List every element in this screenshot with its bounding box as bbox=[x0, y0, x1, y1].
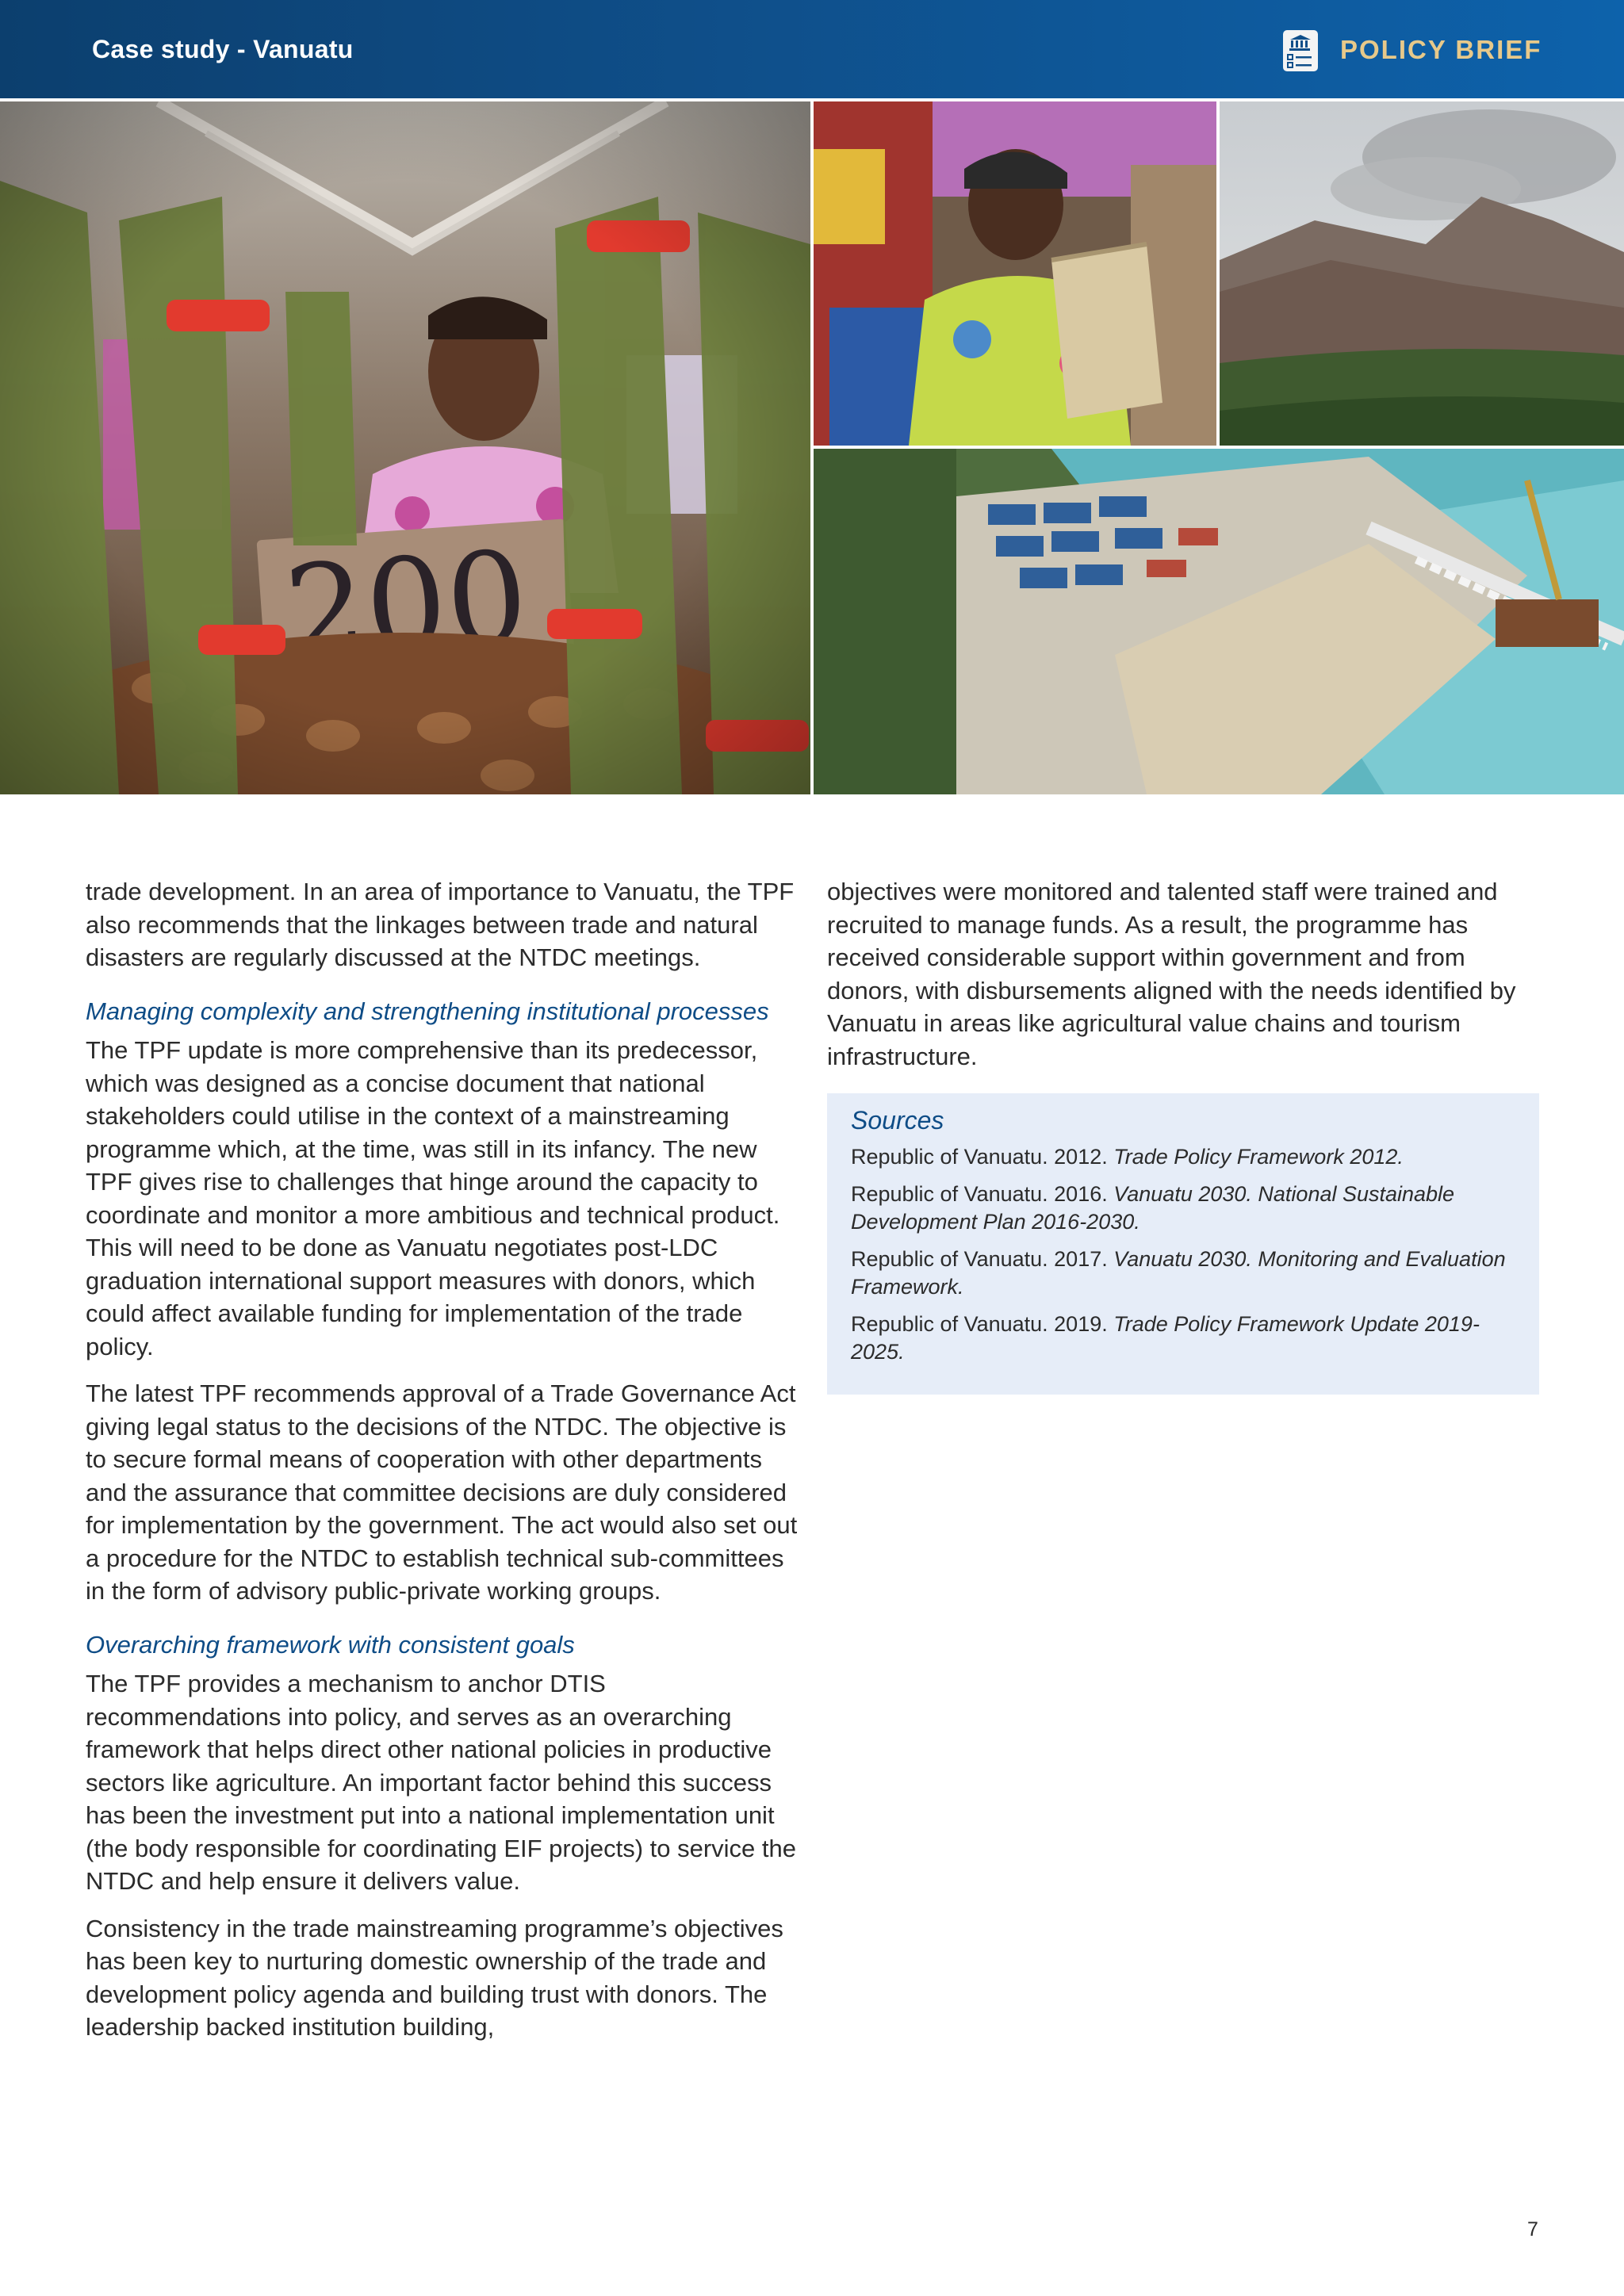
source-item bbox=[851, 1246, 1515, 1301]
sources-box bbox=[827, 1093, 1539, 1395]
paragraph: The latest TPF recommends approval of a Trade Governance Act giving legal status to the decisions of the NTDC. The objective is to secure formal means of cooperation with other departments and the assurance that committee decisions are duly considered for implementation by the government. The act would also set out a procedure for the NTDC to establish technical sub-committees in the form of advisory public-private working groups. bbox=[86, 1380, 798, 1605]
photo-volcano bbox=[1220, 101, 1624, 446]
right-column bbox=[827, 875, 1541, 1395]
paragraph: The TPF provides a mechanism to anchor DTIS recommendations into policy, and serves as an overarching framework that helps direct other national policies in productive sectors like agriculture. An important factor behind this success has been the investment put into a national implementation unit (the body responsible for coordinating EIF projects) to service the NTDC and help ensure it delivers value. bbox=[86, 1670, 797, 1895]
left-column bbox=[86, 875, 799, 2058]
source-author: Republic of Vanuatu. 2016. bbox=[851, 1182, 1114, 1206]
source-item bbox=[851, 1181, 1515, 1236]
paragraph: Consistency in the trade mainstreaming programme’s objectives has been key to nurturing domestic ownership of the trade and development policy agenda and building trust with donors. The leadership backed institution building, bbox=[86, 1914, 783, 2041]
source-author: Republic of Vanuatu. 2017. bbox=[851, 1247, 1114, 1271]
source-author: Republic of Vanuatu. 2012. bbox=[851, 1145, 1114, 1169]
photo-woman-basket bbox=[814, 101, 1216, 446]
source-title: Trade Policy Framework Update 2019-2025. bbox=[851, 1312, 1480, 1364]
source-title: Trade Policy Framework 2012. bbox=[1113, 1145, 1404, 1169]
section-heading: Managing complexity and strengthening institutional processes bbox=[86, 997, 769, 1025]
header-label: POLICY BRIEF bbox=[1340, 35, 1542, 64]
photo-market-vendor bbox=[0, 101, 810, 794]
source-author: Republic of Vanuatu. 2019. bbox=[851, 1312, 1114, 1336]
paragraph: The TPF update is more comprehensive than its predecessor, which was designed as a concise document that national stakeholders could utilise in the context of a mainstreaming programme which, at the time, was still in its infancy. The new TPF gives rise to challenges that hinge around the capacity to coordinate and monitor a more ambitious and technical product. This will need to be done as Vanuatu negotiates post-LDC graduation international support measures with donors, which could affect available funding for implementation of the trade policy. bbox=[86, 1036, 780, 1360]
source-item bbox=[851, 1311, 1515, 1366]
source-title: Vanuatu 2030. Monitoring and Evaluation Framework. bbox=[851, 1247, 1506, 1299]
source-item bbox=[851, 1143, 1515, 1171]
source-title: Vanuatu 2030. National Sustainable Development Plan 2016-2030. bbox=[851, 1182, 1455, 1234]
document-policy-icon bbox=[1278, 27, 1323, 75]
photo-port-vila bbox=[814, 449, 1624, 794]
sources-title: Sources bbox=[851, 1106, 944, 1135]
section-heading: Overarching framework with consistent goals bbox=[86, 1630, 575, 1659]
paragraph: trade development. In an area of importance to Vanuatu, the TPF also recommends that the linkages between trade and natural disasters are regularly discussed at the NTDC meetings. bbox=[86, 878, 795, 971]
header-title: Case study - Vanuatu bbox=[92, 35, 354, 63]
page-number: 7 bbox=[1527, 2218, 1538, 2241]
page-header bbox=[0, 0, 1624, 101]
paragraph: objectives were monitored and talented staff were trained and recruited to manage funds. As a result, the programme has received considerable support within government and from donors, with disbursements aligned with the needs identified by Vanuatu in areas like agricultural value chains and tourism infrastructure. bbox=[827, 878, 1516, 1070]
